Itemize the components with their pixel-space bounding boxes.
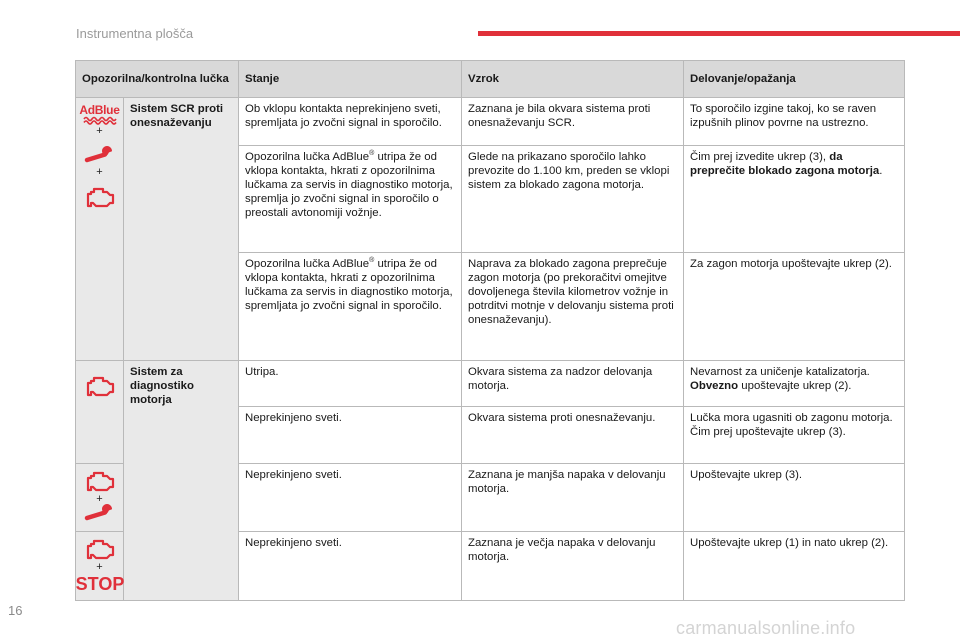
engine-row2-action: Lučka mora ugasniti ob zagonu motorja. Čim prej upoštevajte ukrep (3). — [684, 407, 905, 464]
table-row — [76, 98, 905, 146]
engine-stop-icon-cell — [76, 532, 124, 601]
engine-row3-state: Neprekinjeno sveti. — [239, 464, 462, 532]
column-header-state: Stanje — [239, 61, 462, 98]
adblue-icon-label: AdBlue — [79, 103, 120, 117]
scr-row3-action: Za zagon motorja upoštevajte ukrep (2). — [684, 253, 905, 361]
engine-icon — [84, 375, 116, 397]
engine-wrench-icon-cell — [76, 464, 124, 532]
page-number: 16 — [8, 603, 23, 618]
plus-sign: + — [96, 561, 103, 573]
engine-system-cell: Sistem za diagnostiko motorja — [124, 361, 239, 601]
engine-row4-state: Neprekinjeno sveti. — [239, 532, 462, 601]
scr-icons-cell — [76, 98, 124, 361]
column-header-cause: Vzrok — [462, 61, 684, 98]
table-header-row — [76, 61, 905, 98]
column-header-indicator: Opozorilna/kontrolna lučka — [76, 61, 239, 98]
engine-icon — [84, 186, 116, 208]
plus-sign: + — [96, 493, 103, 505]
stop-icon-label: STOP — [75, 574, 124, 594]
indicator-table — [75, 60, 905, 601]
engine-icon — [84, 470, 116, 492]
engine-row3-action: Upoštevajte ukrep (3). — [684, 464, 905, 532]
engine-row2-cause: Okvara sistema proti onesnaževanju. — [462, 407, 684, 464]
engine-row1-state: Utripa. — [239, 361, 462, 407]
scr-row3-state: Opozorilna lučka AdBlue® utripa že od vklopa kontakta, hkrati z opozorilnima lučkama za servis in diagnostiko motorja, spremljata jo zvočni signal in sporočilo. — [239, 253, 462, 361]
scr-row2-cause: Glede na prikazano sporočilo lahko prevozite do 1.100 km, preden se vklopi sistem za blokado zagona motorja. — [462, 146, 684, 253]
wrench-icon — [85, 507, 115, 523]
plus-sign: + — [96, 125, 103, 137]
scr-row2-state: Opozorilna lučka AdBlue® utripa že od vklopa kontakta, hkrati z opozorilnima lučkama za servis in diagnostiko motorja, spremlja jo zvočni signal in sporočilo o preostali avtonomiji vožnje. — [239, 146, 462, 253]
scr-system-cell: Sistem SCR proti onesnaževanju — [124, 98, 239, 361]
scr-row1-state: Ob vklopu kontakta neprekinjeno sveti, spremljata jo zvočni signal in sporočilo. — [239, 98, 462, 146]
plus-sign: + — [96, 166, 103, 178]
adblue-icon — [78, 104, 121, 124]
stop-icon — [75, 574, 124, 594]
adblue-waves-icon — [82, 116, 118, 124]
scr-row2-action: Čim prej izvedite ukrep (3), da preprečite blokado zagona motorja. — [684, 146, 905, 253]
scr-row3-cause: Naprava za blokado zagona preprečuje zagon motorja (po prekoračitvi omejitve dovoljenega števila kilometrov vožnje in potrditvi motnje v delovanju sistema proti onesnaževanju). — [462, 253, 684, 361]
table-row — [76, 361, 905, 407]
engine-row3-cause: Zaznana je manjša napaka v delovanju motorja. — [462, 464, 684, 532]
engine-row1-action: Nevarnost za uničenje katalizatorja. Obvezno upoštevajte ukrep (2). — [684, 361, 905, 407]
scr-row1-cause: Zaznana je bila okvara sistema proti onesnaževanju SCR. — [462, 98, 684, 146]
wrench-icon — [85, 149, 115, 165]
watermark: carmanualsonline.info — [676, 618, 856, 638]
header-accent-bar — [478, 31, 960, 36]
column-header-action: Delovanje/opažanja — [684, 61, 905, 98]
scr-row1-action: To sporočilo izgine takoj, ko se raven izpušnih plinov povrne na ustrezno. — [684, 98, 905, 146]
engine-row1-cause: Okvara sistema za nadzor delovanja motorja. — [462, 361, 684, 407]
page-header-title: Instrumentna plošča — [76, 26, 194, 41]
engine-row2-state: Neprekinjeno sveti. — [239, 407, 462, 464]
engine-row4-cause: Zaznana je večja napaka v delovanju motorja. — [462, 532, 684, 601]
engine-icon — [84, 538, 116, 560]
engine-row4-action: Upoštevajte ukrep (1) in nato ukrep (2). — [684, 532, 905, 601]
engine-icon-cell — [76, 361, 124, 464]
